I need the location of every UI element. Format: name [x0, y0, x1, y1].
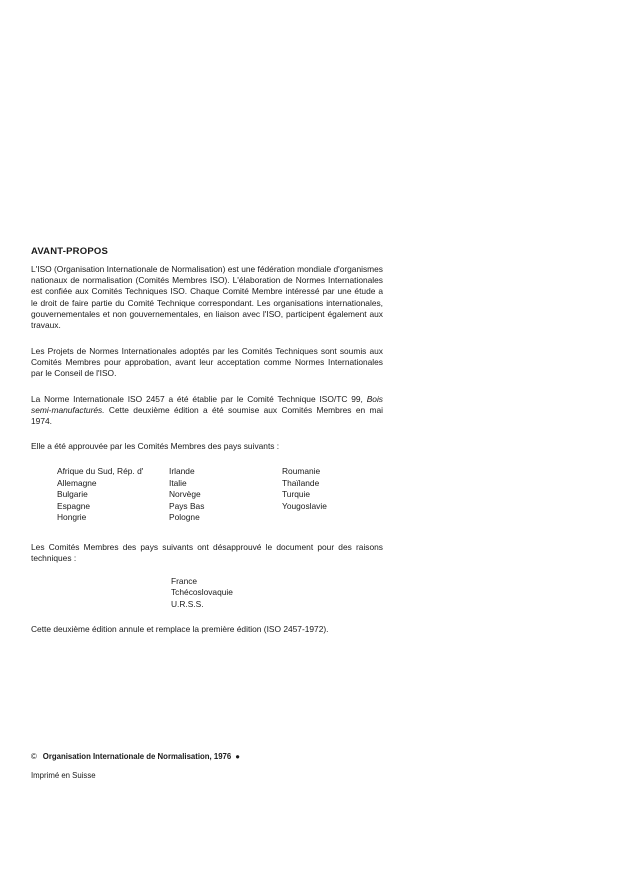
paragraph-edition-note: Cette deuxième édition annule et remplace la première édition (ISO 2457-1972).	[31, 624, 329, 634]
country-item: Yougoslavie	[282, 500, 327, 511]
copyright-icon: ©	[31, 752, 37, 761]
country-item: Pologne	[169, 512, 200, 523]
standard-origin-text: La Norme Internationale ISO 2457 a été établie par le Comité Technique ISO/TC 99,	[31, 394, 367, 404]
country-item: Turquie	[282, 489, 311, 500]
copyright-text: Organisation Internationale de Normalisation, 1976	[42, 752, 232, 761]
paragraph-disapproval: Les Comités Membres des pays suivants ont désapprouvé le document pour des raisons techniques :	[31, 542, 383, 564]
copyright-line	[31, 752, 240, 761]
paragraph-approval: Elle a été approuvée par les Comités Membres des pays suivants :	[31, 441, 280, 451]
country-column-3	[282, 466, 327, 512]
country-item: Bulgarie	[57, 489, 88, 500]
section-heading: AVANT-PROPOS	[31, 246, 108, 257]
printed-in-note: Imprimé en Suisse	[31, 771, 96, 780]
country-item: Italie	[169, 477, 187, 488]
paragraph-iso-intro: L'ISO (Organisation Internationale de Normalisation) est une fédération mondiale d'organismes nationaux de normalisation (Comités Membres ISO). L'élaboration de Normes Internationales est confiée aux Comités Techniques ISO. Chaque Comité Membre intéressé par une étude a le droit de faire partie du Comité Technique correspondant. Les organisations internationales, gouvernementales et non gouvernementales, en liaison avec l'ISO, participent également aux travaux.	[31, 264, 383, 331]
country-item: Afrique du Sud, Rép. d'	[57, 466, 144, 476]
standard-origin-text-end: Cette deuxième édition a été soumise aux Comités Membres en mai 1974.	[31, 405, 383, 427]
country-item: Irlande	[169, 466, 195, 476]
country-item: Thaïlande	[282, 477, 320, 488]
country-column-2	[169, 466, 204, 524]
country-item: Allemagne	[57, 477, 97, 488]
bullet-icon: ●	[235, 752, 240, 761]
country-item: Pays Bas	[169, 500, 205, 511]
country-item: Roumanie	[282, 466, 321, 476]
country-item: Tchécoslovaquie	[171, 587, 233, 598]
committee-title: Bois semi-manufacturés.	[31, 394, 383, 416]
country-item: France	[171, 576, 198, 586]
country-column-1	[57, 466, 143, 524]
country-item: Espagne	[57, 500, 91, 511]
paragraph-draft-standards: Les Projets de Normes Internationales adoptés par les Comités Techniques sont soumis aux Comités Membres pour approbation, avant leur acceptation comme Normes Internationales par le Conseil de l'ISO.	[31, 346, 383, 379]
disapproving-countries-list	[171, 576, 233, 610]
paragraph-standard-origin	[31, 394, 383, 428]
country-item: Norvège	[169, 489, 201, 500]
country-item: U.R.S.S.	[171, 598, 204, 609]
country-item: Hongrie	[57, 512, 87, 523]
